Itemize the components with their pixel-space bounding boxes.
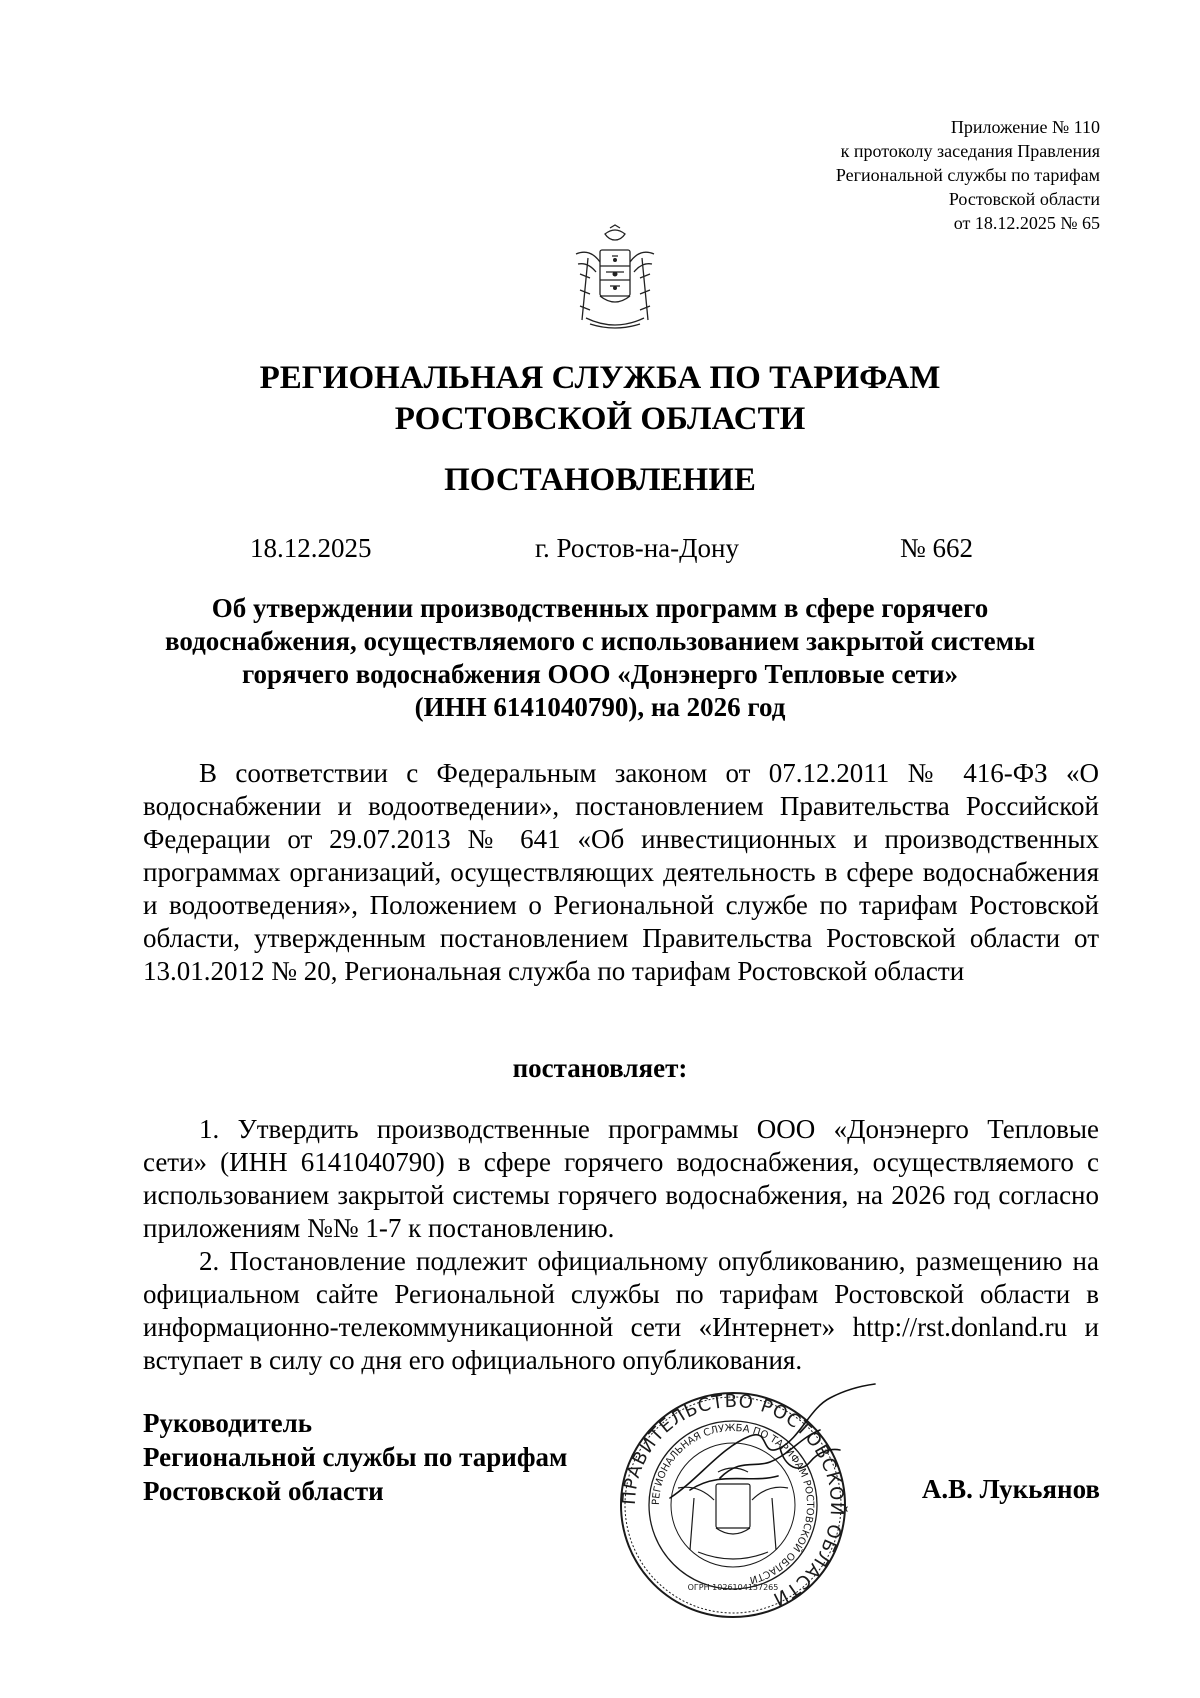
subject-line: (ИНН 6141040790), на 2026 год xyxy=(414,692,786,722)
handwritten-signature-icon xyxy=(660,1378,900,1518)
document-city: г. Ростов-на-Дону xyxy=(535,533,740,563)
signer-title-line: Руководитель xyxy=(143,1408,313,1438)
appendix-line: к протоколу заседания Правления xyxy=(840,141,1100,161)
signer-title-line: Ростовской области xyxy=(143,1476,384,1506)
appendix-line: Ростовской области xyxy=(948,189,1100,209)
preamble-paragraph: В соответствии с Федеральным законом от 07.12.2011 № 416-ФЗ «О водоснабжении и водоотведении», постановлением Правительства Российской Федерации от 29.07.2013 № 641 «Об инвестиционных и производственных программах организаций, осуществляющих деятельность в сфере водоснабжения и водоотведения», Положением о Региональной службе по тарифам Ростовской области, утвержденным постановлением Правительства Ростовской области от 13.01.2012 № 20, Региональная служба по тарифам Ростовской области xyxy=(143,758,1099,986)
subject-line: Об утверждении производственных программ в сфере горячего xyxy=(211,593,989,623)
subject-line: водоснабжения, осуществляемого с использованием закрытой системы xyxy=(164,626,1036,656)
document-number: № 662 xyxy=(900,533,974,563)
subject-line: горячего водоснабжения ООО «Донэнерго Тепловые сети» xyxy=(241,659,959,689)
seal-inner-text: РЕГИОНАЛЬНАЯ СЛУЖБА ПО ТАРИФАМ РОСТОВСКОЙ ОБЛАСТИ xyxy=(650,1422,816,1586)
resolves-heading: постановляет: xyxy=(512,1053,688,1083)
document-type: ПОСТАНОВЛЕНИЕ xyxy=(444,462,756,498)
appendix-line: от 18.12.2025 № 65 xyxy=(953,213,1100,233)
appendix-note xyxy=(836,115,1100,235)
org-line: РОСТОВСКОЙ ОБЛАСТИ xyxy=(394,401,806,437)
document-date: 18.12.2025 xyxy=(250,533,372,563)
organization-name xyxy=(0,358,1200,440)
document-subject xyxy=(130,592,1070,724)
resolution-item: 2. Постановление подлежит официальному опубликованию, размещению на официальном сайте Региональной службы по тарифам Ростовской области в информационно-телекоммуникационной сети «Интернет» http://rst.donland.ru и вступает в силу со дня его официального опубликования. xyxy=(143,1246,1099,1375)
seal-ogrn: ОГРН 1026104157265 xyxy=(687,1583,779,1592)
signer-title xyxy=(143,1406,567,1508)
resolution-items xyxy=(143,1113,1099,1377)
resolution-item: 1. Утвердить производственные программы ООО «Донэнерго Тепловые сети» (ИНН 6141040790) в сфере горячего водоснабжения, осуществляемого с использованием закрытой системы горячего водоснабжения, на 2026 год согласно приложениям №№ 1-7 к постановлению. xyxy=(143,1114,1099,1243)
org-line: РЕГИОНАЛЬНАЯ СЛУЖБА ПО ТАРИФАМ xyxy=(259,360,941,396)
appendix-line: Приложение № 110 xyxy=(950,117,1100,137)
signer-name: А.В. Лукьянов xyxy=(921,1474,1100,1504)
coat-of-arms-icon xyxy=(572,224,658,332)
seal-outer-text: ПРАВИТЕЛЬСТВО РОСТОВСКОЙ ОБЛАСТИ xyxy=(618,1390,848,1610)
signer-title-line: Региональной службы по тарифам xyxy=(143,1442,568,1472)
appendix-line: Региональной службы по тарифам xyxy=(835,165,1100,185)
